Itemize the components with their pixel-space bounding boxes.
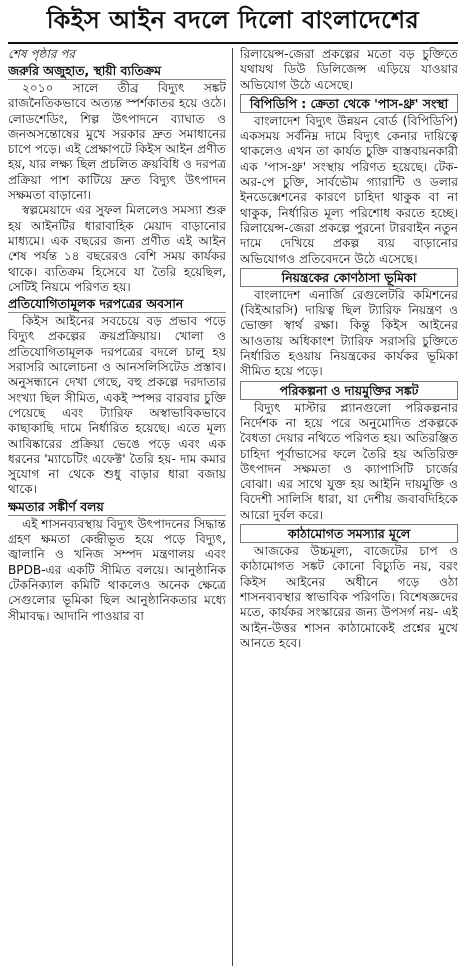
section-subheading: কাঠামোগত সমস্যার মূলে: [240, 524, 458, 543]
right-column: [240, 47, 458, 965]
body-paragraph: ২০১০ সালে তীব্র বিদ্যুৎ সঙ্কট রাজনৈতিকভাবে অত্যন্ত স্পর্শকাতর হয়ে ওঠে। লোডশেডিং, শিল্প উৎপাদনে ব্যাঘাত ও জনঅসন্তোষের মুখে সরকার দ্রুত সমাধানের চাপে পড়ে। এই প্রেক্ষাপটে কিইস আইন প্রণীত হয়, যার লক্ষ্য ছিল প্রচলিত ক্রয়বিধি ও দরপত্র প্রক্রিয়া পাশ কাটিয়ে দ্রুত বিদ্যুৎ উৎপাদন সক্ষমতা বাড়ানো।: [8, 81, 226, 203]
body-paragraph: রিলায়েন্স-জেরা প্রকল্পের মতো বড় চুক্তিতে যথাযথ ডিউ ডিলিজেন্স এড়িয়ে যাওয়ার অভিযোগ উঠে এসেছে।: [240, 47, 458, 92]
left-column: [8, 47, 226, 965]
headline: কিইস আইন বদলে দিলো বাংলাদেশের: [46, 6, 420, 34]
jump-label: শেষ পৃষ্ঠার পর: [8, 47, 76, 61]
body-paragraph: এই শাসনব্যবস্থায় বিদ্যুৎ উৎপাদনের সিদ্ধান্ত গ্রহণ ক্ষমতা কেন্দ্রীভূত হয়ে পড়ে বিদ্যুৎ, জ্বালানি ও খনিজ সম্পদ মন্ত্রণালয় এবং BPDB-এর একটি সীমিত বলয়ে। আনুষ্ঠানিক টেকনিক্যাল কমিটি থাকলেও অনেক ক্ষেত্রে সেগুলোর ভূমিকা ছিল আনুষ্ঠানিকতার মধ্যে সীমাবদ্ধ। আদানি পাওয়ার বা: [8, 516, 226, 623]
body-paragraph: কিইস আইনের সবচেয়ে বড় প্রভাব পড়ে বিদ্যুৎ প্রকল্পের ক্রয়প্রক্রিয়ায়। খোলা ও প্রতিযোগিতামূলক দরপত্রের বদলে চালু হয় সরাসরি আলোচনা ও আনসলিসিটেড প্রস্তাব। অনুসন্ধানে দেখা গেছে, বহু প্রকল্পে দরদাতার সংখ্যা ছিল সীমিত, একই স্পন্সর বারবার চুক্তি পেয়েছে এবং ট্যারিফ অস্বাভাবিকভাবে কাছাকাছি দামে নির্ধারিত হয়েছে। এতে মূল্য আবিষ্কারের প্রক্রিয়া ভেঙে পড়ে এবং এক ধরনের 'ম্যাচেটিং এফেক্ট' তৈরি হয়- দাম কমার সুযোগ না থেকে শুধু বাড়ার ধারা বজায় থাকে।: [8, 314, 226, 497]
section-subheading: প্রতিযোগিতামূলক দরপত্রের অবসান: [8, 296, 226, 313]
body-paragraph: বাংলাদেশ বিদ্যুৎ উন্নয়ন বোর্ড (বিপিডিপি) একসময় সর্বনিম্ন দামে বিদ্যুৎ কেনার দায়িত্বে থাকলেও এখন তা কার্যত চুক্তি বাস্তবায়নকারী এক 'পাস-থ্রু' সংস্থায় পরিণত হয়েছে। টেক-অর-পে চুক্তি, সার্বভৌম গ্যারান্টি ও ডলার ইনডেক্সেশনের কারণে চাহিদা থাকুক বা না থাকুক, নির্ধারিত মূল্য পরিশোধ করতে হচ্ছে। রিলায়েন্স-জেরা প্রকল্পে পুরনো টারবাইন নতুন দামে দেখিয়ে প্রকল্প ব্যয় বাড়ানোর অভিযোগও প্রতিবেদনে উঠে এসেছে।: [240, 113, 458, 266]
section-subheading: বিপিডিপি : ক্রেতা থেকে 'পাস-থ্রু' সংস্থা: [240, 94, 458, 113]
headline-rule: [8, 42, 458, 44]
body-paragraph: আজকের উচ্চমূল্য, বাজেটের চাপ ও কাঠামোগত সঙ্কট কোনো বিচ্যুতি নয়, বরং কিইস আইনের অধীনে গড়ে ওঠা শাসনব্যবস্থার স্বাভাবিক পরিণতি। বিশেষজ্ঞদের মতে, কার্যকর সংস্কারের জন্য উপসর্গ নয়- এই আইন-উত্তর শাসন কাঠামোকেই প্রশ্নের মুখে আনতে হবে।: [240, 544, 458, 650]
section-subheading: নিয়ন্ত্রকের কোণঠাসা ভূমিকা: [240, 268, 458, 287]
column-divider: [232, 48, 233, 966]
body-paragraph: বাংলাদেশ এনার্জি রেগুলেটরি কমিশনের (বিইআরসি) দায়িত্ব ছিল ট্যারিফ নিয়ন্ত্রণ ও ভোক্তা স্বার্থ রক্ষা। কিন্তু কিইস আইনের আওতায় অধিকাংশ ট্যারিফ সরাসরি চুক্তিতে নির্ধারিত হওয়ায় নিয়ন্ত্রকের কার্যকর ভূমিকা সীমিত হয়ে পড়ে।: [240, 287, 458, 379]
body-paragraph: বিদ্যুৎ মাস্টার প্ল্যানগুলো পরিকল্পনার নির্দেশক না হয়ে পরে অনুমোদিত প্রকল্পকে বৈধতা দেয়ার নথিতে পরিণত হয়। অতিরঞ্জিত চাহিদা পূর্বাভাসের ফলে তৈরি হয় অতিরিক্ত উৎপাদন সক্ষমতা ও ক্যাপাসিটি চার্জের বোঝা। এর সাথে যুক্ত হয় আইনি দায়মুক্তি ও বিদেশী সালিসি ধারা, যা দেশীয় জবাবদিহিকে আরো দুর্বল করে।: [240, 400, 458, 522]
section-subheading: জরুরি অজুহাত, স্থায়ী ব্যতিক্রম: [8, 63, 226, 80]
section-subheading: ক্ষমতার সঙ্কীর্ণ বলয়: [8, 499, 226, 516]
body-paragraph: স্বল্পমেয়াদে এর সুফল মিললেও সমস্যা শুরু হয় আইনটির ধারাবাহিক মেয়াদ বাড়ানোর মাধ্যমে। এক বছরের জন্য প্রণীত এই আইন শেষ পর্যন্ত ১৪ বছরেরও বেশি সময় কার্যকর থাকে। ব্যতিক্রম হিসেবে যা তৈরি হয়েছিল, সেটিই নিয়মে পরিণত হয়।: [8, 203, 226, 294]
section-subheading: পরিকল্পনা ও দায়মুক্তির সঙ্কট: [240, 381, 458, 400]
